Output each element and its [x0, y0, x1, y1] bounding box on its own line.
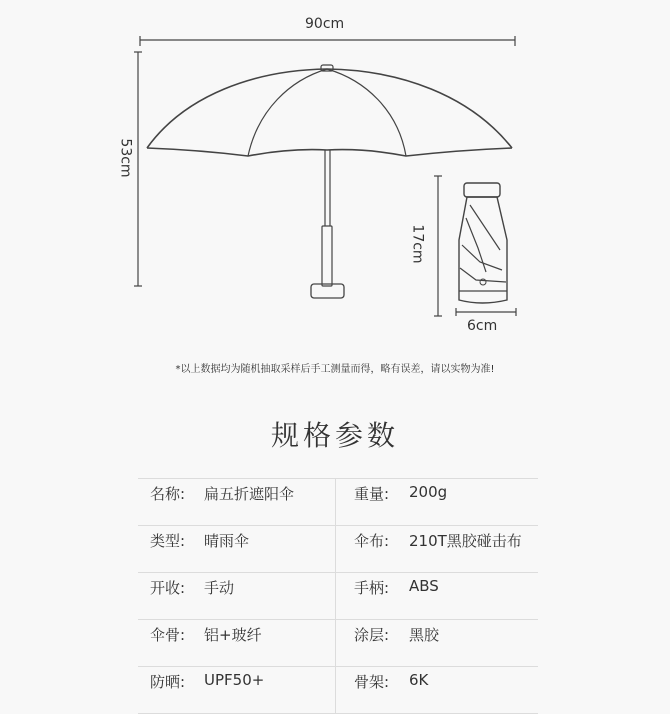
spec-row: [138, 573, 538, 620]
folded-width-label: 6cm: [467, 318, 498, 334]
spec-value: 晴雨伞: [204, 532, 250, 550]
spec-value: UPF50+: [204, 671, 265, 689]
spec-value: 200g: [409, 483, 448, 501]
measurement-note: *以上数据均为随机抽取采样后手工测量而得，略有误差，请以实物为准!: [175, 364, 495, 375]
column-divider: [335, 667, 336, 713]
spec-value: 黑胶: [409, 626, 440, 644]
spec-table: [138, 478, 538, 714]
spec-key: 伞骨:: [150, 626, 186, 644]
spec-row: [138, 478, 538, 526]
width-label: 90cm: [305, 16, 345, 32]
spec-row: [138, 526, 538, 573]
spec-key: 类型:: [150, 532, 186, 550]
height-label: 53cm: [117, 138, 134, 178]
folded-length-label: 17cm: [409, 224, 426, 264]
spec-key: 防晒:: [150, 673, 186, 691]
spec-key: 开收:: [150, 579, 186, 597]
spec-key: 骨架:: [354, 673, 390, 691]
spec-key: 伞布:: [354, 532, 390, 550]
spec-value: 手动: [204, 579, 235, 597]
spec-value: 210T黑胶碰击布: [409, 532, 522, 550]
spec-value: 扁五折遮阳伞: [204, 485, 295, 503]
column-divider: [335, 620, 336, 666]
spec-value: ABS: [409, 577, 439, 595]
spec-key: 手柄:: [354, 579, 390, 597]
spec-key: 重量:: [354, 485, 390, 503]
spec-key: 名称:: [150, 485, 186, 503]
spec-row: [138, 620, 538, 667]
spec-title: 规格参数: [270, 419, 399, 452]
column-divider: [335, 526, 336, 572]
spec-row: [138, 667, 538, 714]
column-divider: [335, 573, 336, 619]
spec-value: 6K: [409, 671, 429, 689]
column-divider: [335, 479, 336, 525]
spec-value: 铝+玻纤: [204, 626, 262, 644]
spec-key: 涂层:: [354, 626, 390, 644]
